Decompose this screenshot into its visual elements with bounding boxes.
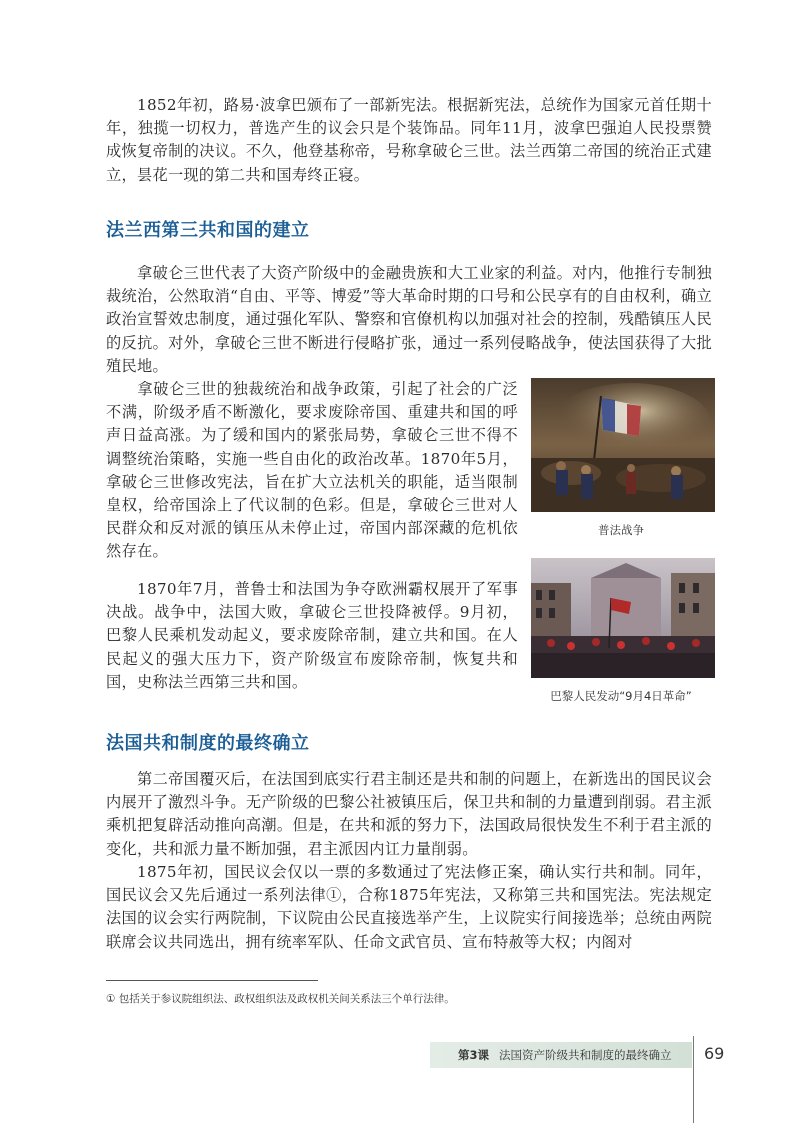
paragraph-4-text: 1870年7月，普鲁士和法国为争夺欧洲霸权展开了军事决战。战争中，法国大败，拿破仑三世投降被俘。9月初，巴黎人民乘机发动起义，要求废除帝制，建立共和国。在人民起义的强大压力下，资产阶级宣布废除帝制，恢复共和国，史称法兰西第三共和国。 — [106, 580, 518, 691]
figure-2-caption: 巴黎人民发动“9月4日革命” — [550, 689, 692, 703]
footnote-divider — [106, 980, 318, 981]
paragraph-3 — [106, 378, 518, 564]
franco-prussian-war-painting — [531, 378, 715, 512]
paragraph-3-text: 拿破仑三世的独裁统治和战争政策，引起了社会的广泛不满，阶级矛盾不断激化，要求废除帝国、重建共和国的呼声日益高涨。为了缓和国内的紧张局势，拿破仑三世不得不调整统治策略，实施一些自由化的政治改革。1870年5月，拿破仑三世修改宪法，旨在扩大立法机关的职能，适当限制皇权，给帝国涂上了代议制的色彩。但是，拿破仑三世对人民群众和反对派的镇压从未停止过，帝国内部深藏的危机依然存在。 — [106, 380, 518, 561]
figure-1-caption: 普法战争 — [598, 523, 644, 537]
footer-divider-line — [693, 1036, 694, 1123]
section-heading-third-republic: 法兰西第三共和国的建立 — [106, 220, 310, 241]
revolution-painting-image — [531, 558, 715, 678]
paragraph-2-text: 拿破仑三世代表了大资产阶级中的金融贵族和大工业家的利益。对内，他推行专制独裁统治，公然取消“自由、平等、博爱”等大革命时期的口号和公民享有的自由权利，确立政治宣誓效忠制度，通过强化军队、警察和官僚机构以加强对社会的控制，残酷镇压人民的反抗。对外，拿破仑三世不断进行侵略扩张，通过一系列侵略战争，使法国获得了大批殖民地。 — [106, 264, 712, 375]
paragraph-1 — [106, 94, 712, 187]
paragraph-5-text: 第二帝国覆灭后，在法国到底实行君主制还是共和制的问题上，在新选出的国民议会内展开了激烈斗争。无产阶级的巴黎公社被镇压后，保卫共和制的力量遭到削弱。君主派乘机把复辟活动推向高潮。但是，在共和派的努力下，法国政局很快发生不利于君主派的变化，共和派力量不断加强，君主派因内讧力量削弱。 — [106, 770, 712, 858]
page-number: 69 — [704, 1044, 725, 1063]
footnote: ① 包括关于参议院组织法、政权组织法及政权机关间关系法三个单行法律。 — [106, 993, 455, 1005]
lesson-number: 第3课 — [458, 1048, 490, 1062]
paragraph-5 — [106, 768, 712, 861]
paragraph-1-text: 1852年初，路易·波拿巴颁布了一部新宪法。根据新宪法，总统作为国家元首任期十年，独揽一切权力，普选产生的议会只是个装饰品。同年11月，波拿巴强迫人民投票赞成恢复帝制的决议。不久，他登基称帝，号称拿破仑三世。法兰西第二帝国的统治正式建立，昙花一现的第二共和国寿终正寝。 — [106, 96, 712, 184]
section-heading-final-establishment: 法国共和制度的最终确立 — [106, 733, 310, 754]
paragraph-6 — [106, 861, 712, 954]
paragraph-4 — [106, 578, 518, 694]
september-4-revolution-painting — [531, 558, 715, 678]
war-painting-image — [531, 378, 715, 512]
chapter-footer-bar — [430, 1042, 692, 1068]
paragraph-6-text: 1875年初，国民议会仅以一票的多数通过了宪法修正案，确认实行共和制。同年，国民议会又先后通过一系列法律①，合称1875年宪法，又称第三共和国宪法。宪法规定法国的议会实行两院制，下议院由公民直接选举产生，上议院实行间接选举；总统由两院联席会议共同选出，拥有统率军队、任命文武官员、宣布特赦等大权；内阁对 — [106, 863, 712, 951]
paragraph-2 — [106, 262, 712, 378]
lesson-title: 法国资产阶级共和制度的最终确立 — [499, 1048, 672, 1062]
